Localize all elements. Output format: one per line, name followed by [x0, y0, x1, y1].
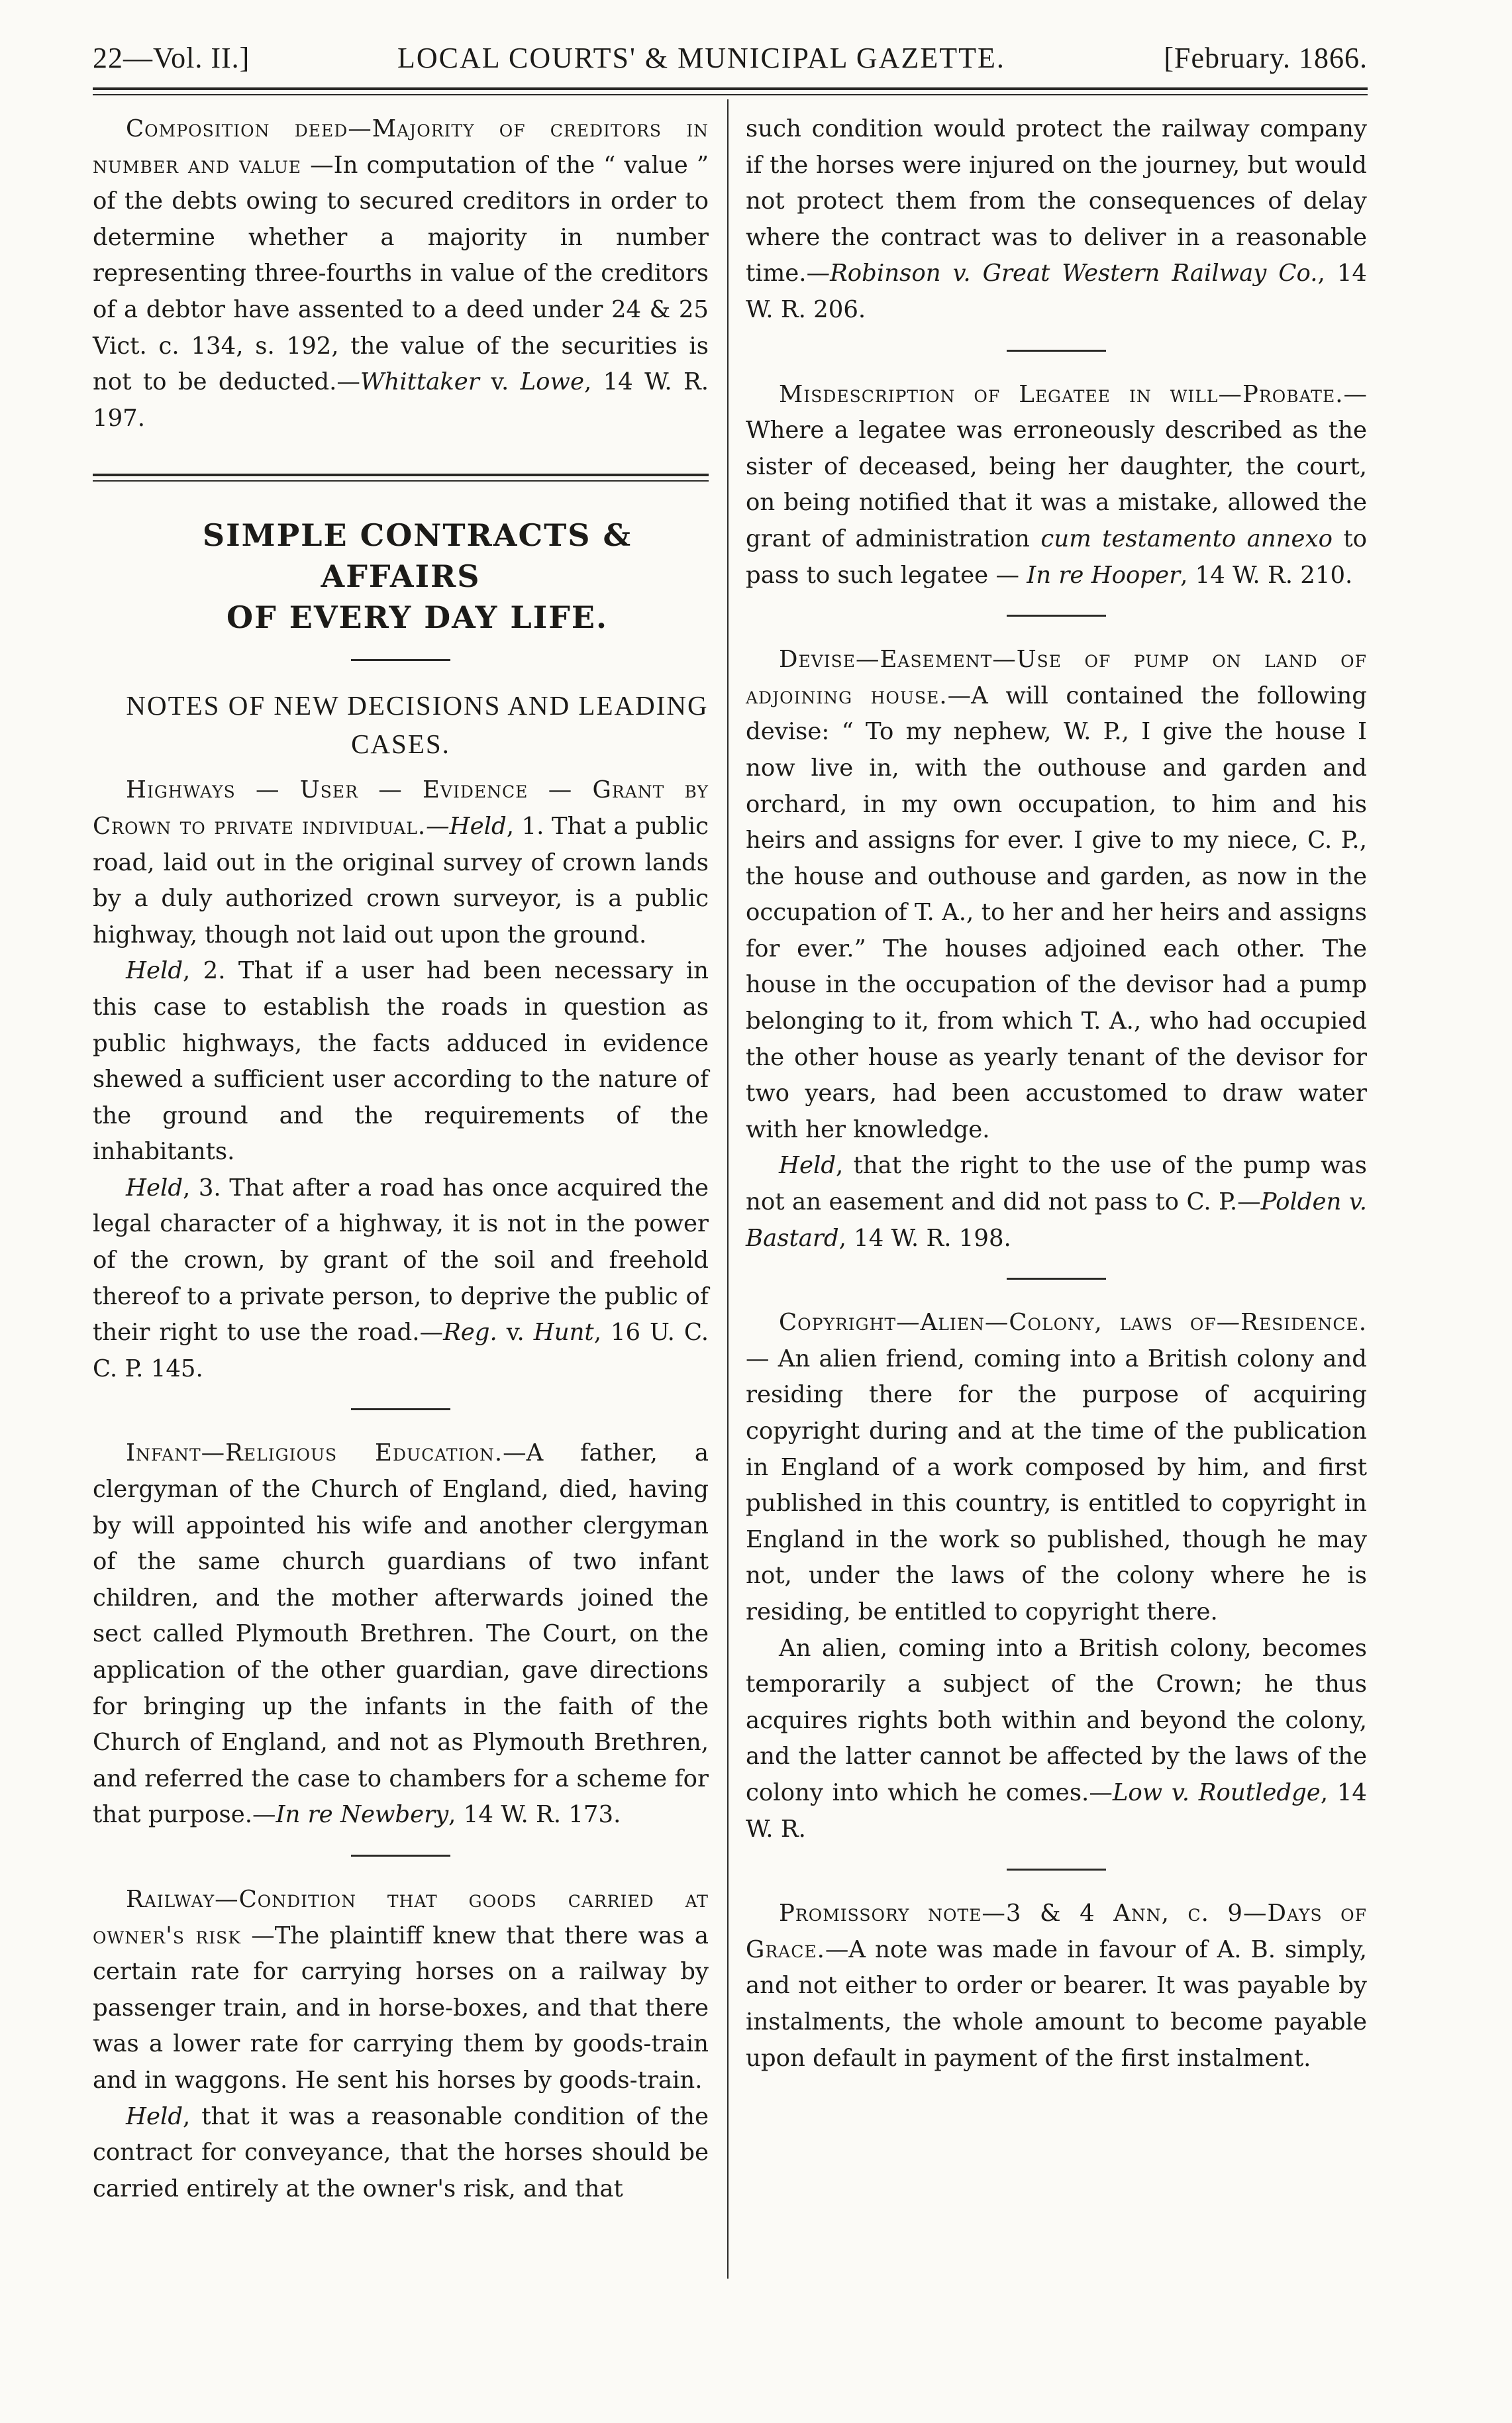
right-column	[746, 111, 1367, 2077]
article-heading: Composition deed—Majority of creditors in number and value	[93, 115, 709, 179]
latin-phrase: cum testamento annexo	[1040, 525, 1333, 552]
divider	[1007, 1278, 1106, 1280]
article-text: , that the right to the use of the pump was not an easement and did not pass to C. P.—	[746, 1152, 1367, 1216]
divider	[351, 659, 450, 661]
section-title: OF EVERY DAY LIFE.	[227, 599, 608, 636]
page-header	[93, 41, 1368, 81]
article-heading: Promissory note—3 & 4 Ann, c. 9—Days of Grace.	[746, 1900, 1367, 1963]
article-heading: Copyright—Alien—Colony, laws of—Residence.	[779, 1309, 1367, 1337]
article-highways	[93, 772, 709, 953]
article-highways-held3	[93, 1170, 709, 1388]
article-text: —A will contained the following devise: “ To my nephew, W. P., I give the house I now live in, with the outhouse and garden and orchard, in my own occupation, to him and his heirs and assigns for ever. I give to my niece, C. P., the house and outhouse and garden, as now in the occupation of T. A., to her and her heirs and assigns for ever.” The houses adjoined each other. The house in the occupation of the devisor had a pump belonging to it, from which T. A., who had occupied the other house as yearly tenant of the devisor for two years, had been accustomed to draw water with her knowledge.	[746, 682, 1367, 1143]
gazette-title: LOCAL COURTS' & MUNICIPAL GAZETTE.	[397, 42, 1005, 74]
page-number: 22—Vol. II.]	[93, 42, 250, 74]
article-railway-held	[93, 2099, 709, 2208]
citation: In re Hooper	[1027, 561, 1181, 589]
article-text: , 2. That if a user had been necessary in this case to establish the roads in question as public highways, the facts adduced in evidence shewed a sufficient user according to the nature of the ground and the requirements of the inhabitants.	[93, 957, 709, 1166]
left-column	[93, 111, 709, 2207]
citation: Lowe	[520, 368, 584, 396]
citation: v.	[479, 368, 521, 396]
article-text: to pass to such legatee —	[746, 525, 1367, 589]
article-misdescription	[746, 377, 1367, 594]
article-text: , that it was a reasonable condition of the contract for conveyance, that the horses should be carried entirely at the owner's risk, and that	[93, 2102, 709, 2202]
header-rule	[93, 87, 1368, 90]
article-copyright-2	[746, 1631, 1367, 1848]
article-railway-continued	[746, 111, 1367, 329]
article-text: —A father, a clergyman of the Church of England, died, having by will appointed his wife and another clergyman of the same church guardians of two infant children, and the mother afterwards joined the sect called Plymouth Brethren. The Court, on the application of the other guardian, gave directions for bringing up the infants in the faith of the Church of England, and not as Plymouth Brethren, and referred the case to chambers for a scheme for that purpose.—	[93, 1439, 709, 1829]
article-text: , 1. That a public road, laid out in the original survey of crown lands by a duly authorized crown surveyor, is a public highway, though not laid out upon the ground.	[93, 812, 709, 949]
article-heading: Railway—Condition that goods carried at owner's risk	[93, 1885, 709, 1949]
article-text: , 3. That after a road has once acquired the legal character of a highway, it is not in the power of the crown, by grant of the soil and freehold thereof to a private person, to deprive the public of their right to use the road.—	[93, 1174, 709, 1347]
held-label: Held	[779, 1152, 836, 1180]
held-label: Held	[126, 957, 183, 985]
divider	[1007, 1869, 1106, 1871]
article-heading: Misdescription of Legatee in will—Probate.	[779, 380, 1344, 408]
divider	[1007, 615, 1106, 617]
column-divider	[727, 99, 729, 2279]
article-text: —In computation of the “ value ” of the debts owing to secured creditors in order to determine whether a majority in number representing three-fourths in value of the creditors of a debtor have assented to a deed under 24 & 25 Vict. c. 134, s. 192, the value of the securities is not to be deducted.—	[93, 151, 709, 396]
citation: , 14 W. R. 197.	[93, 368, 709, 432]
article-promissory-note	[746, 1896, 1367, 2077]
held-label: —Held	[426, 812, 507, 840]
citation: Polden v. Bastard	[746, 1188, 1367, 1252]
section-subtitle: NOTES OF NEW DECISIONS AND LEADING CASES.	[126, 690, 709, 760]
header-rule-thin	[93, 94, 1368, 95]
divider	[351, 1408, 450, 1410]
article-composition-deed	[93, 111, 709, 437]
citation: Whittaker	[360, 368, 479, 396]
article-heading: Devise—Easement—Use of pump on land of adjoining house.	[746, 646, 1367, 709]
citation: , 14 W. R. 198.	[838, 1224, 1011, 1252]
citation: , 14 W. R. 206.	[746, 260, 1367, 323]
article-heading: Infant—Religious Education.	[126, 1439, 503, 1467]
divider	[351, 1855, 450, 1857]
held-label: Held	[126, 1174, 183, 1202]
article-text: such condition would protect the railway company if the horses were injured on the journey, but would not protect them from the consequences of delay where the contract was to deliver in a reasonable time.—	[746, 115, 1367, 287]
citation: Reg.	[443, 1319, 497, 1347]
held-label: Held	[126, 2102, 183, 2130]
article-highways-held2	[93, 953, 709, 1170]
article-railway	[93, 1882, 709, 2099]
citation: Robinson v. Great Western Railway Co.	[830, 260, 1318, 287]
article-copyright	[746, 1305, 1367, 1630]
citation: , 14 W. R. 173.	[448, 1801, 621, 1829]
article-devise	[746, 642, 1367, 1148]
section-title: SIMPLE CONTRACTS & AFFAIRS	[202, 517, 632, 595]
citation: In re Newbery	[276, 1801, 449, 1829]
article-heading: Highways — User — Evidence — Grant by Crown to private individual.	[93, 776, 709, 840]
article-infant	[93, 1435, 709, 1833]
citation: , 14 W. R. 210.	[1180, 561, 1353, 589]
citation: Low v. Routledge	[1112, 1779, 1321, 1806]
citation: v.	[497, 1319, 534, 1347]
divider	[1007, 350, 1106, 352]
issue-date: [February. 1866.	[1164, 42, 1368, 74]
article-text: —A note was made in favour of A. B. simply, and not either to order or bearer. It was payable by instalments, the whole amount to become payable upon default in payment of the first instalment.	[746, 1935, 1367, 2072]
article-devise-held	[746, 1148, 1367, 1257]
citation: , 16 U. C. C. P. 145.	[93, 1319, 709, 1382]
section-divider	[93, 474, 709, 482]
citation: Hunt	[533, 1319, 594, 1347]
article-text: — An alien friend, coming into a British colony and residing there for the purpose of acquiring copyright during and at the time of the publication in England of a work composed by him, and first published in this country, is entitled to copyright in England in the work so published, though he may not, under the laws of the colony where he is residing, be entitled to copyright there.	[746, 1345, 1367, 1625]
article-text: An alien, coming into a British colony, becomes temporarily a subject of the Crown; he thus acquires rights both within and beyond the colony, and the latter cannot be affected by the laws of the colony into which he comes.—	[746, 1634, 1367, 1806]
article-text: —The plaintiff knew that there was a certain rate for carrying horses on a railway by passenger train, and in horse-boxes, and that there was a lower rate for carrying them by goods-train and in waggons. He sent his horses by goods-train.	[93, 1922, 709, 2094]
article-text: —Where a legatee was erroneously described as the sister of deceased, being her daughter, the court, on being notified that it was a mistake, allowed the grant of administration	[746, 380, 1367, 552]
citation: , 14 W. R.	[746, 1779, 1367, 1843]
